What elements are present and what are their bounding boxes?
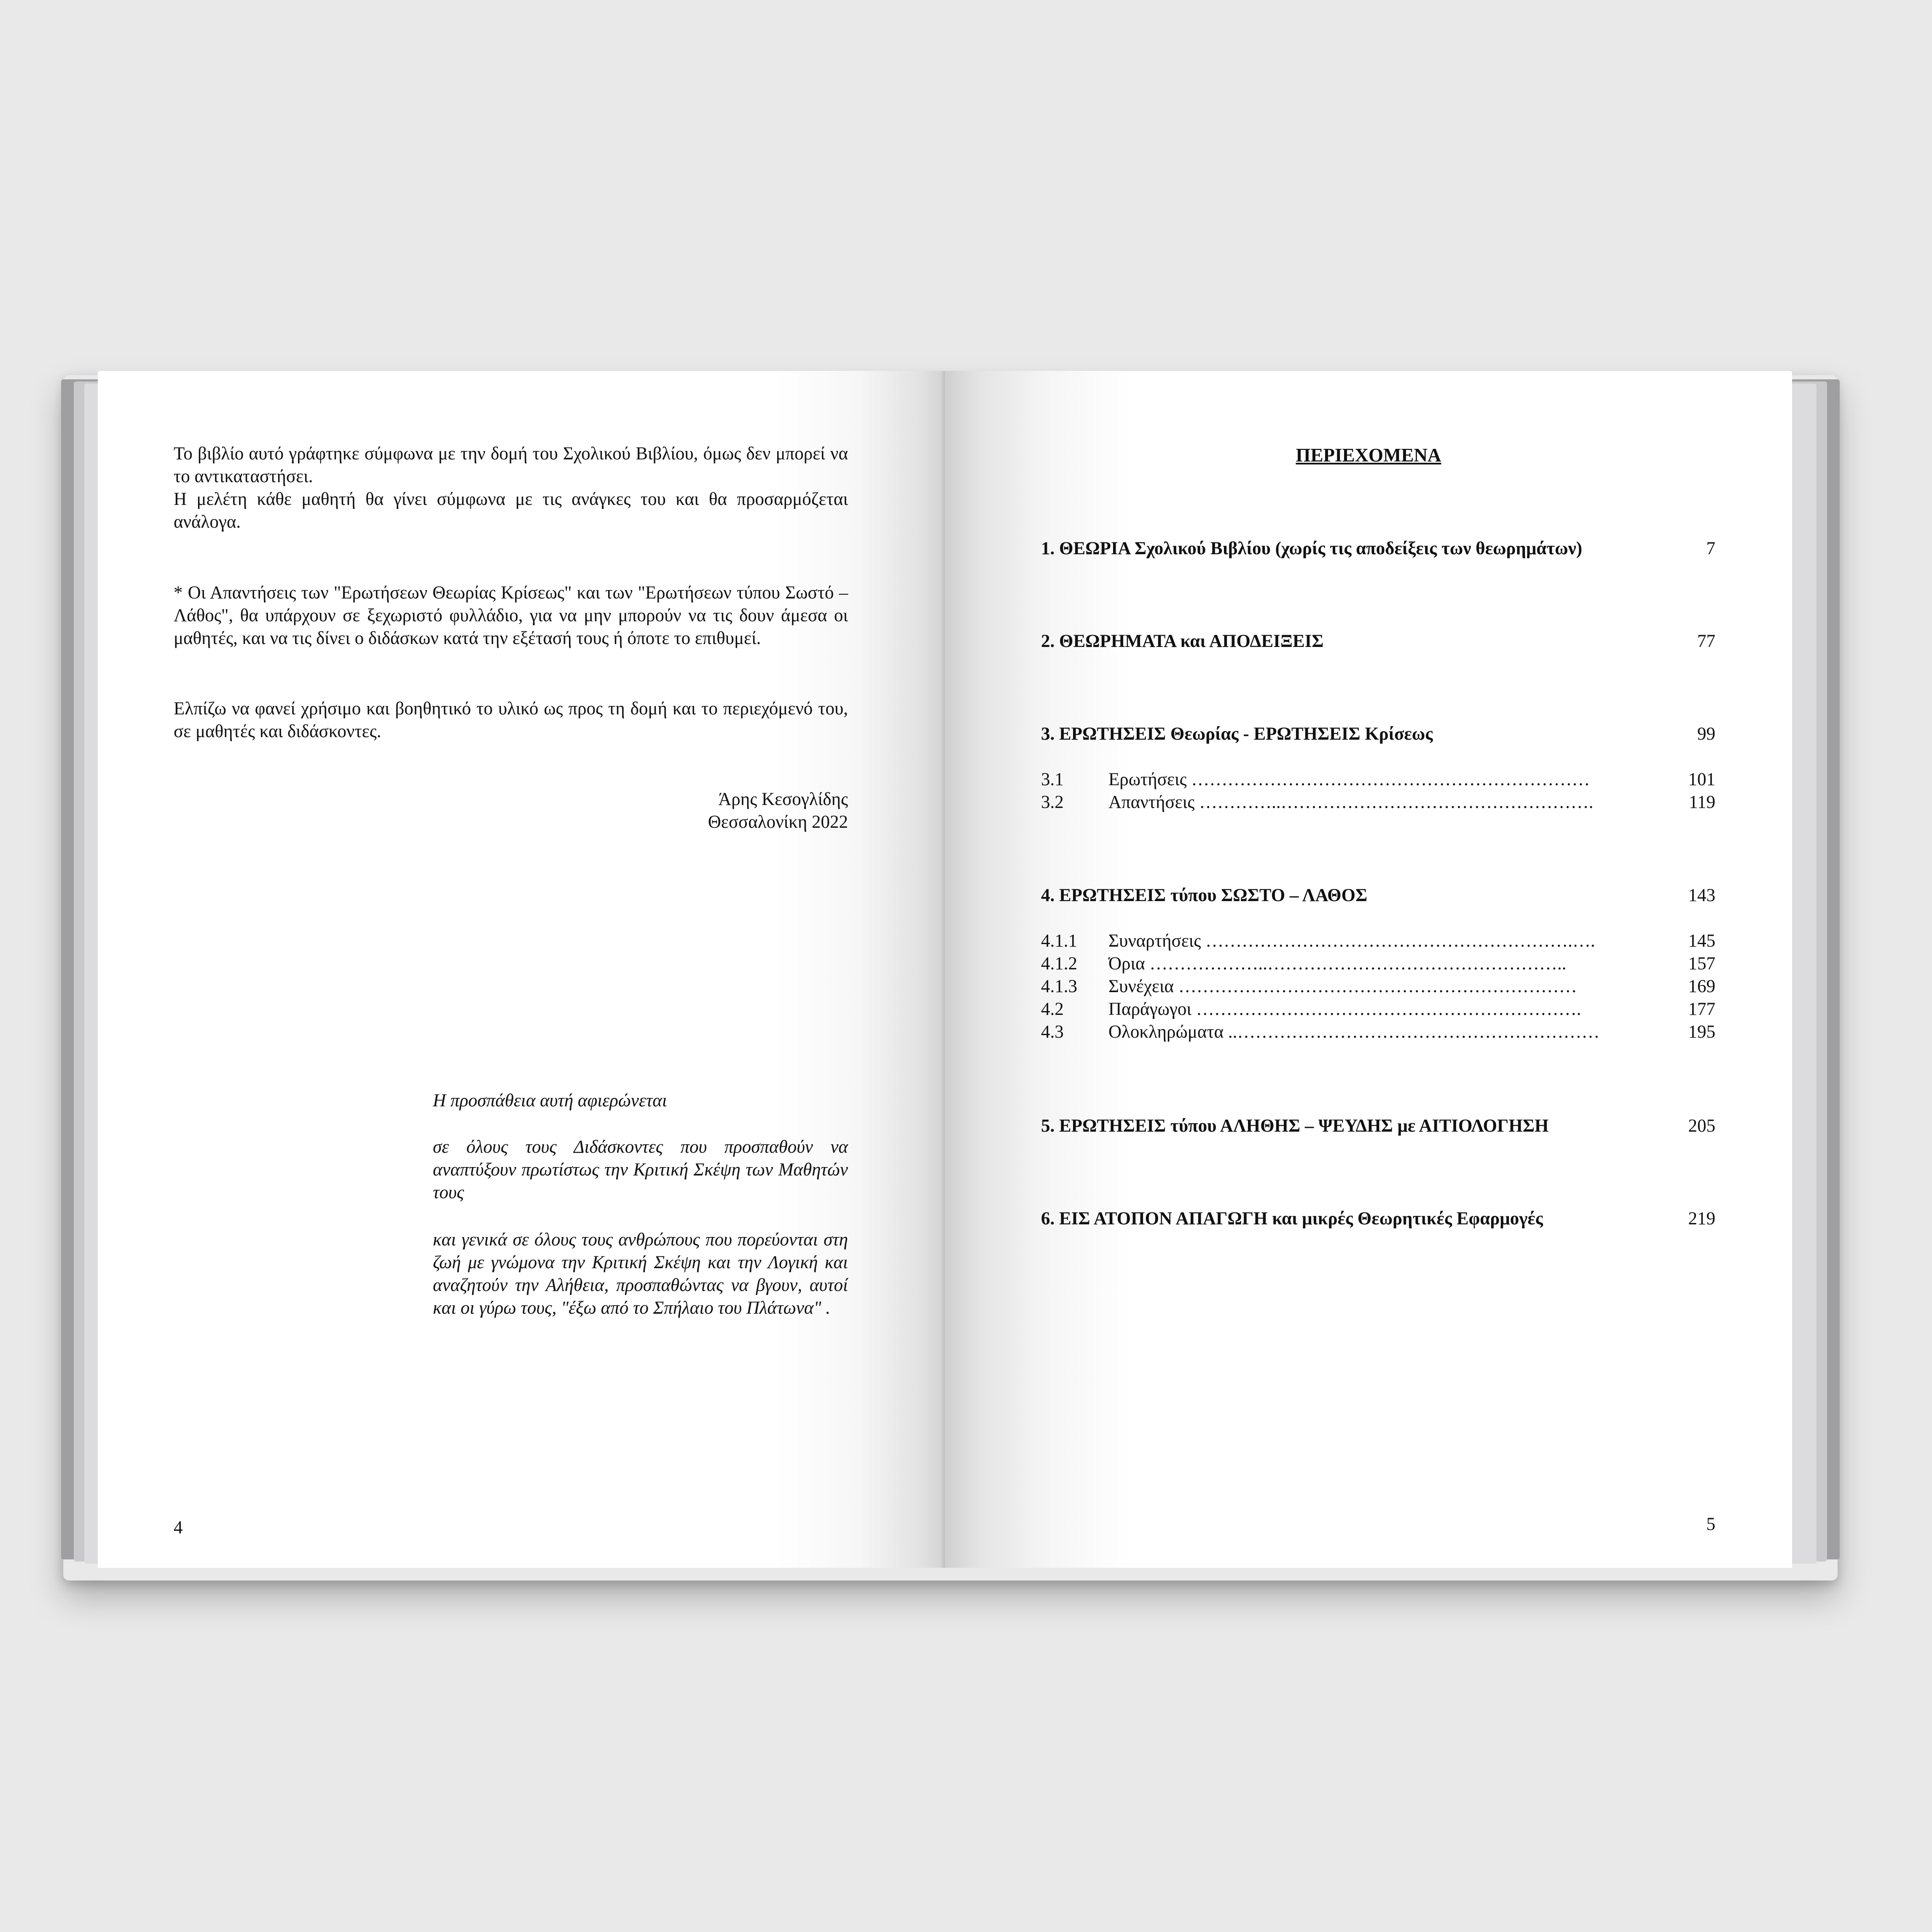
closing-text — [174, 698, 848, 743]
toc-section-page: 99 — [1697, 724, 1715, 744]
dedication-paragraph: και γενικά σε όλους τους ανθρώπους που πορεύονται στη ζωή με γνώμονα την Κριτική Σκέψη και την Λογική και αναζητούν την Αλήθεια, προσπαθώντας να βγουν, αυτοί και οι γύρω τους, "έξω από το Σπήλαιο του Πλάτωνα" . — [433, 1230, 848, 1318]
toc-subentry — [1041, 953, 1715, 975]
toc-section-label: 5. ΕΡΩΤΗΣΕΙΣ τύπου ΑΛΗΘΗΣ – ΨΕΥΔΗΣ με ΑΙΤΙΟΛΟΓΗΣΗ — [1041, 1116, 1549, 1136]
toc-sub-page: 169 — [1688, 977, 1715, 996]
right-page — [945, 371, 1792, 1568]
toc-section — [1041, 1115, 1715, 1138]
toc-subentry — [1041, 930, 1715, 953]
toc-subentry — [1041, 998, 1715, 1021]
answers-paragraph: * Οι Απαντήσεις των "Ερωτήσεων Θεωρίας Κρίσεως" και των "Ερωτήσεων τύπου Σωστό – Λάθος", θα υπάρχουν σε ξεχωριστό φυλλάδιο, για να μην μπορούν να τις δουν άμεσα οι μαθητές, και να τις δίνει ο διδάσκων κατά την εξέτασή τους ή όποτε το επιθυμεί. — [174, 583, 848, 648]
toc-sub-label: Συναρτήσεις …………………………………………………….…. — [1108, 931, 1595, 951]
toc-section-page: 77 — [1697, 631, 1715, 651]
toc-section — [1041, 537, 1715, 560]
toc-section — [1041, 884, 1715, 907]
closing-paragraph: Ελπίζω να φανεί χρήσιμο και βοηθητικό το υλικό ως προς τη δομή και το περιεχόμενό του, σε μαθητές και διδάσκοντες. — [174, 699, 848, 741]
dedication-paragraph: σε όλους τους Διδάσκοντες που προσπαθούν να αναπτύξουν πρωτίστως την Κριτική Σκέψη των Μαθητών τους — [433, 1137, 848, 1202]
toc-section-page: 7 — [1706, 539, 1715, 558]
toc-sub-label: Απαντήσεις …………..……………………………………………. — [1108, 792, 1594, 812]
toc-sub-label: Ερωτήσεις ………………………………………………………… — [1108, 770, 1590, 789]
dedication-block — [433, 1136, 848, 1204]
toc-sub-label: Ολοκληρώματα ..…………………………………………………… — [1108, 1022, 1600, 1042]
toc-section — [1041, 630, 1715, 653]
toc-section — [1041, 1208, 1715, 1230]
toc-section-label: 6. ΕΙΣ ΑΤΟΠΟΝ ΑΠΑΓΩΓΗ και μικρές Θεωρητικές Εφαρμογές — [1041, 1209, 1543, 1229]
toc-sub-label: Συνέχεια ………………………………………………………… — [1108, 977, 1577, 996]
toc-sub-page: 195 — [1688, 1022, 1715, 1042]
toc-sub-number: 4.1.2 — [1041, 954, 1077, 974]
toc-section-page: 143 — [1688, 885, 1715, 905]
toc-sub-page: 101 — [1688, 770, 1715, 789]
dedication-line: Η προσπάθεια αυτή αφιερώνεται — [433, 1091, 667, 1111]
toc-sub-page: 177 — [1688, 999, 1715, 1019]
intro-paragraph: Η μελέτη κάθε μαθητή θα γίνει σύμφωνα με τις ανάγκες του και θα προσαρμόζεται ανάλογα. — [174, 489, 848, 532]
toc-section-page: 205 — [1688, 1116, 1715, 1136]
toc-subsections-3 — [1041, 768, 1715, 814]
toc-sub-page: 157 — [1688, 954, 1715, 974]
toc-subentry — [1041, 975, 1715, 998]
toc-subsections-4 — [1041, 930, 1715, 1044]
toc-sub-number: 3.2 — [1041, 792, 1064, 812]
toc-title: ΠΕΡΙΕΧΟΜΕΝΑ — [1296, 445, 1441, 466]
left-page — [98, 371, 945, 1568]
toc-section-label: 3. ΕΡΩΤΗΣΕΙΣ Θεωρίας - ΕΡΩΤΗΣΕΙΣ Κρίσεως — [1041, 724, 1433, 744]
toc-sub-page: 119 — [1689, 792, 1715, 812]
page-number-left: 4 — [174, 1518, 183, 1538]
intro-paragraph: Το βιβλίο αυτό γράφτηκε σύμφωνα με την δομή του Σχολικού Βιβλίου, όμως δεν μπορεί να το αντικαταστήσει. — [174, 444, 848, 486]
toc-sub-label: Παράγωγοι ………………………………………………………. — [1108, 999, 1581, 1019]
toc-subentry — [1041, 1021, 1715, 1044]
toc-sub-number: 4.2 — [1041, 999, 1064, 1019]
intro-text — [174, 443, 848, 534]
page-number-right: 5 — [1706, 1514, 1715, 1534]
dedication-heading — [433, 1089, 848, 1112]
toc-section-label: 2. ΘΕΩΡΗΜΑΤΑ και ΑΠΟΔΕΙΞΕΙΣ — [1041, 631, 1324, 651]
toc-subentry — [1041, 768, 1715, 791]
place-year: Θεσσαλονίκη 2022 — [708, 812, 848, 832]
toc-sub-number: 4.1.3 — [1041, 977, 1077, 996]
toc-section — [1041, 723, 1715, 746]
toc-sub-label: Όρια ………………..………………………………………….. — [1108, 954, 1567, 974]
dedication-block — [433, 1229, 848, 1320]
answers-note — [174, 582, 848, 650]
author-name: Άρης Κεσογλίδης — [718, 789, 848, 809]
toc-section-label: 1. ΘΕΩΡΙΑ Σχολικού Βιβλίου (χωρίς τις αποδείξεις των θεωρημάτων) — [1041, 539, 1583, 558]
toc-section-page: 219 — [1688, 1209, 1715, 1229]
toc-sub-number: 4.3 — [1041, 1022, 1064, 1042]
toc-sub-page: 145 — [1688, 931, 1715, 951]
toc-sub-number: 3.1 — [1041, 770, 1064, 789]
toc-subentry — [1041, 791, 1715, 814]
toc-sub-number: 4.1.1 — [1041, 931, 1077, 951]
toc-section-label: 4. ΕΡΩΤΗΣΕΙΣ τύπου ΣΩΣΤΟ – ΛΑΘΟΣ — [1041, 885, 1368, 905]
signature — [708, 788, 848, 834]
